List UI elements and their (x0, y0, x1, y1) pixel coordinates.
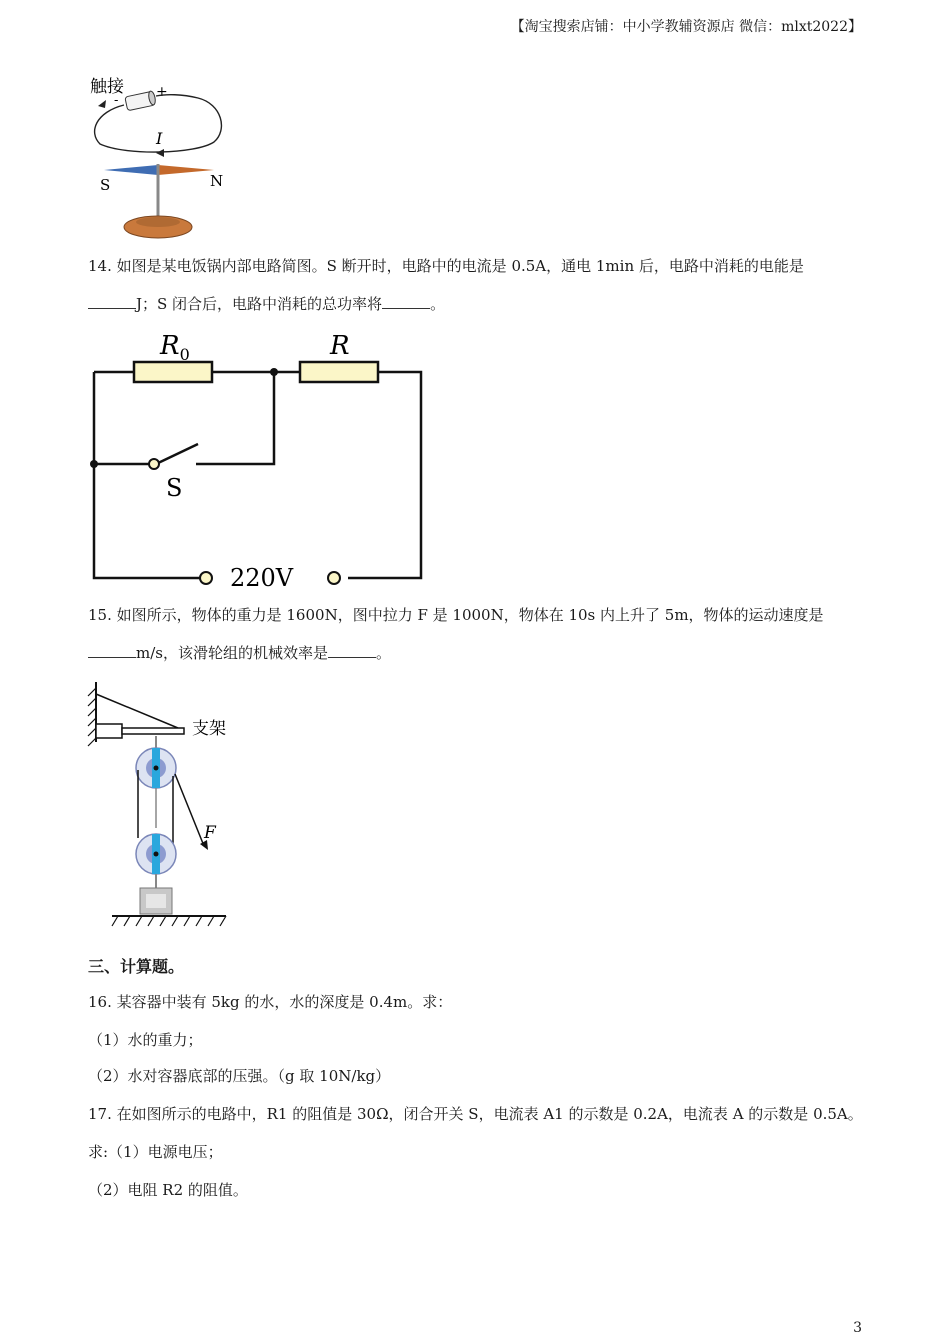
battery-minus: - (114, 93, 119, 108)
q17-part1: 求:（1）电源电压； (88, 1143, 223, 1161)
current-arrow-icon (156, 149, 164, 157)
switch-label: S (166, 474, 183, 502)
junction-dot (90, 460, 98, 468)
q16-part2: （2）水对容器底部的压强。（g 取 10N/kg） (88, 1067, 391, 1085)
touch-label: 触接 (90, 77, 124, 97)
terminal-left (200, 572, 212, 584)
q15-blank-1[interactable] (88, 643, 136, 658)
q15-blank-2[interactable] (328, 643, 376, 658)
bracket-label: 支架 (192, 719, 226, 739)
section-title: 三、计算题。 (88, 957, 185, 976)
r0-label: $R_0$ (160, 331, 190, 364)
bracket-bar (122, 728, 184, 734)
pulley-figure (86, 678, 256, 936)
q15-line1: 15. 如图所示，物体的重力是 1600N，图中拉力 F 是 1000N，物体在 10s 内上升了 5m，物体的运动速度是 (88, 606, 824, 624)
q15-line2: m/s，该滑轮组的机械效率是 。 (88, 643, 391, 663)
oersted-figure (86, 72, 246, 244)
q16-part1: （1）水的重力； (88, 1031, 203, 1049)
q14-line2: J；S 闭合后，电路中消耗的总功率将 。 (88, 294, 445, 314)
pull-rope (175, 774, 204, 846)
force-label: F (204, 823, 216, 843)
page-number: 3 (853, 1320, 862, 1336)
rice-cooker-circuit (84, 326, 434, 594)
q14-line1: 14. 如图是某电饭锅内部电路简图。S 断开时，电路中的电流是 0.5A，通电 1min 后，电路中消耗的电能是 (88, 257, 804, 275)
q17-part2: （2）电阻 R2 的阻值。 (88, 1181, 248, 1199)
q16-stem: 16. 某容器中装有 5kg 的水，水的深度是 0.4m。求： (88, 993, 453, 1011)
s-pole-label: S (100, 176, 111, 194)
resistor-r0 (134, 362, 212, 382)
switch-pivot (149, 459, 159, 469)
voltage-label: 220V (230, 564, 294, 592)
wire-arrow-icon (98, 100, 106, 108)
terminal-right (328, 572, 340, 584)
needle-south (104, 165, 158, 175)
battery-icon (125, 91, 157, 111)
page-header: 【淘宝搜索店铺：中小学教辅资源店 微信：mlxt2022】 (510, 19, 862, 35)
r-label: R (330, 331, 350, 361)
wall-hatch (88, 688, 96, 746)
current-label: I (156, 129, 163, 148)
q14-blank-1[interactable] (88, 294, 136, 309)
movable-pulley (136, 834, 176, 874)
junction-dot (270, 368, 278, 376)
q14-blank-2[interactable] (382, 294, 430, 309)
fixed-pulley (136, 748, 176, 788)
resistor-r (300, 362, 378, 382)
battery-plus: + (156, 84, 168, 100)
ground-hatch (112, 916, 226, 926)
needle-north (158, 165, 214, 175)
q17-stem: 17. 在如图所示的电路中，R1 的阻值是 30Ω，闭合开关 S，电流表 A1 的示数是 0.2A，电流表 A 的示数是 0.5A。 (88, 1105, 863, 1123)
n-pole-label: N (210, 172, 224, 190)
